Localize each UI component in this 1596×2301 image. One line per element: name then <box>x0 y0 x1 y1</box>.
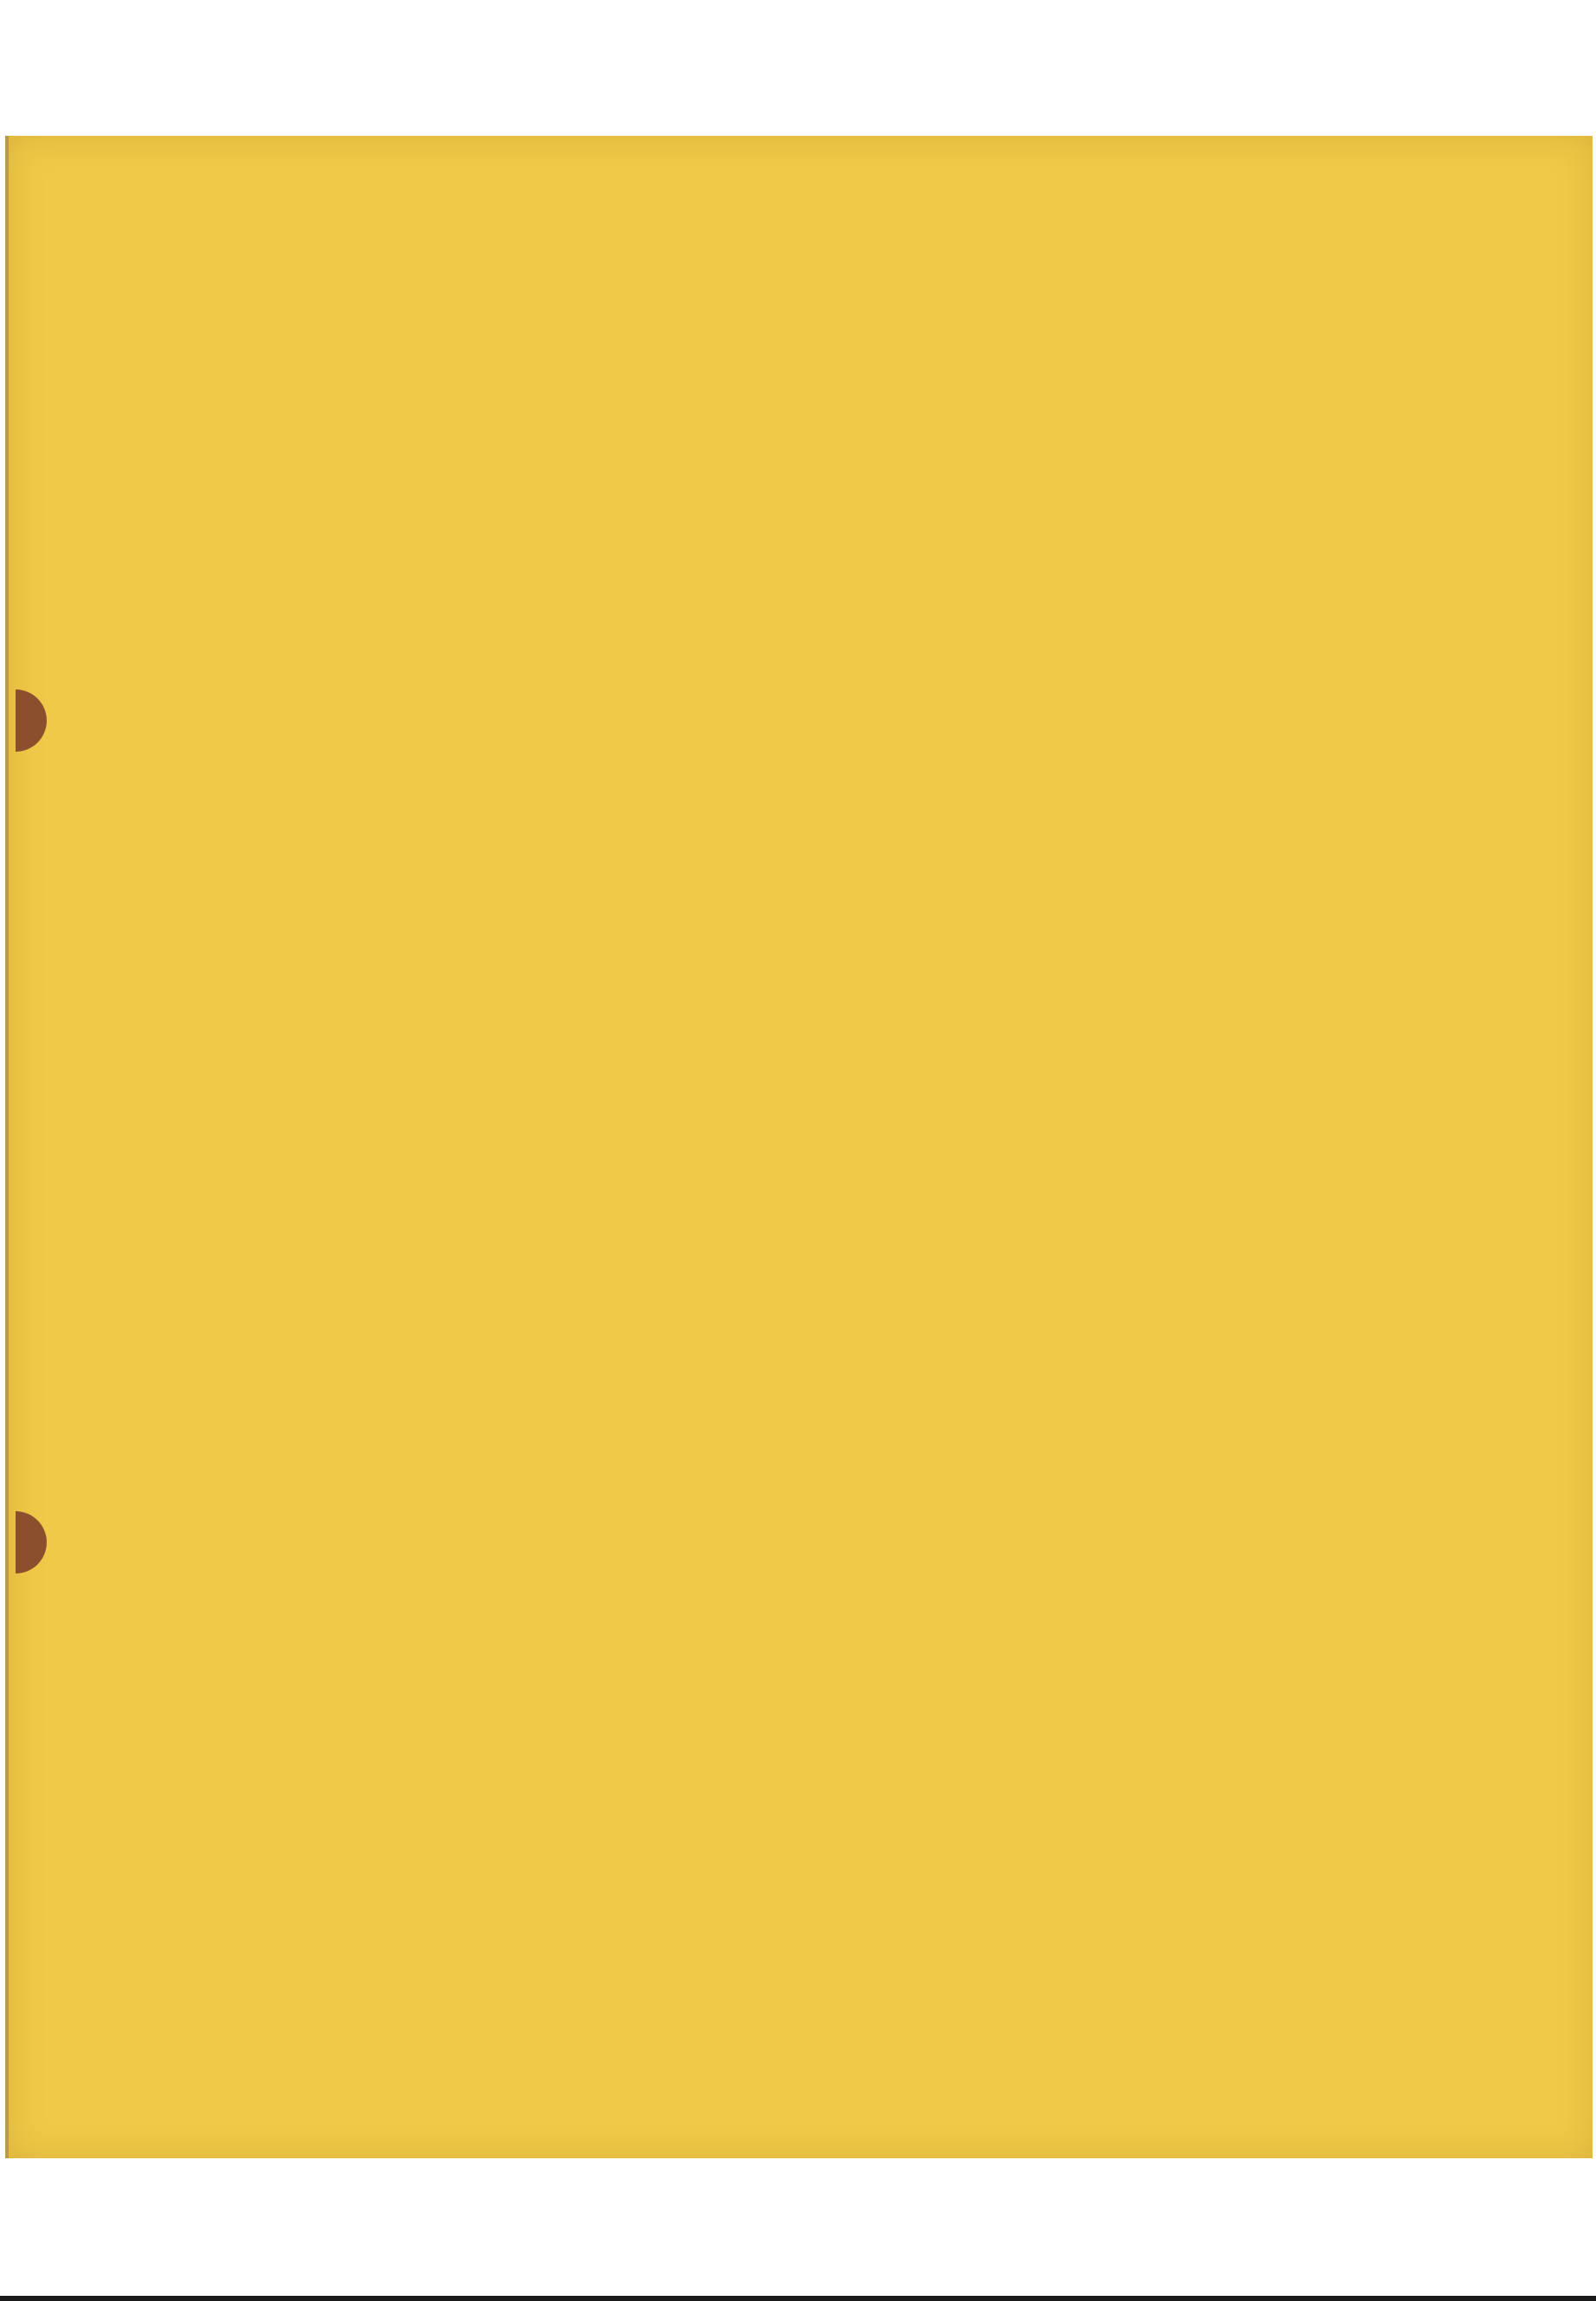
section-f-heading <box>154 631 1326 668</box>
binding-hole-mark <box>16 689 47 752</box>
scan-edge <box>0 2296 1596 2301</box>
section-e-last-line <box>154 532 1326 569</box>
page-text <box>154 330 1326 697</box>
intro-line-1 <box>154 330 1326 367</box>
intro-line-2 <box>154 367 1326 404</box>
binding-hole-mark <box>16 1511 47 1574</box>
book-page <box>5 136 1593 2158</box>
section-e-heading <box>154 465 1326 503</box>
